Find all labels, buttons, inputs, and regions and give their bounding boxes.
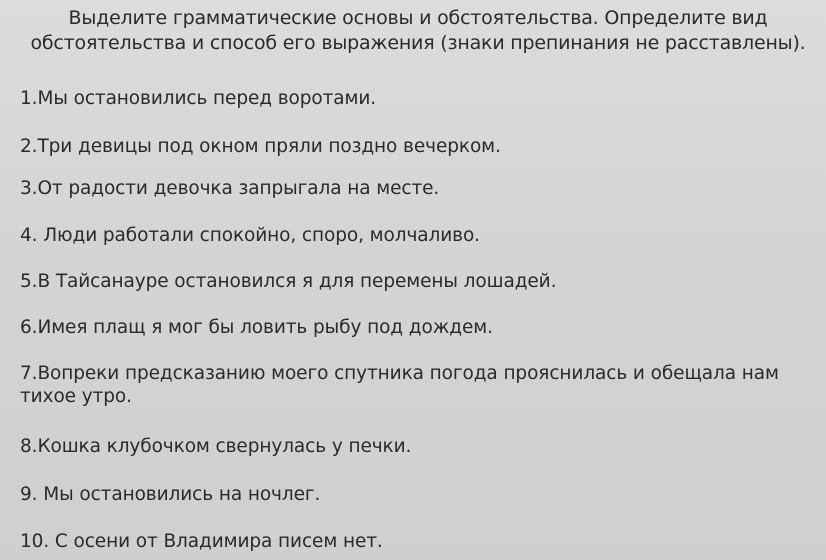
task-instruction-line-2: обстоятельства и способ его выражения (знаки препинания не расставлены). xyxy=(30,32,806,54)
sentence-3: 3.От радости девочка запрыгала на месте. xyxy=(20,178,440,199)
sentence-2: 2.Три девицы под окном пряли поздно вечерком. xyxy=(20,136,501,157)
sentence-7-line-2: тихое утро. xyxy=(20,386,132,407)
sentence-9: 9. Мы остановились на ночлег. xyxy=(20,484,321,505)
sentence-10: 10. С осени от Владимира писем нет. xyxy=(20,531,383,552)
sentence-4: 4. Люди работали спокойно, споро, молчаливо. xyxy=(20,225,480,246)
sentence-6: 6.Имея плащ я мог бы ловить рыбу под дождем. xyxy=(20,317,493,338)
sentence-5: 5.В Тайсанауре остановился я для перемены лошадей. xyxy=(20,271,557,292)
sentence-1: 1.Мы остановились перед воротами. xyxy=(20,88,377,109)
task-instruction-line-1: Выделите грамматические основы и обстоятельства. Определите вид xyxy=(68,7,768,29)
task-instruction xyxy=(18,6,818,56)
sentence-8: 8.Кошка клубочком свернулась у печки. xyxy=(20,436,412,457)
sentence-7-line-1: 7.Вопреки предсказанию моего спутника погода прояснилась и обещала нам xyxy=(20,363,779,384)
sentence-7 xyxy=(20,362,779,408)
